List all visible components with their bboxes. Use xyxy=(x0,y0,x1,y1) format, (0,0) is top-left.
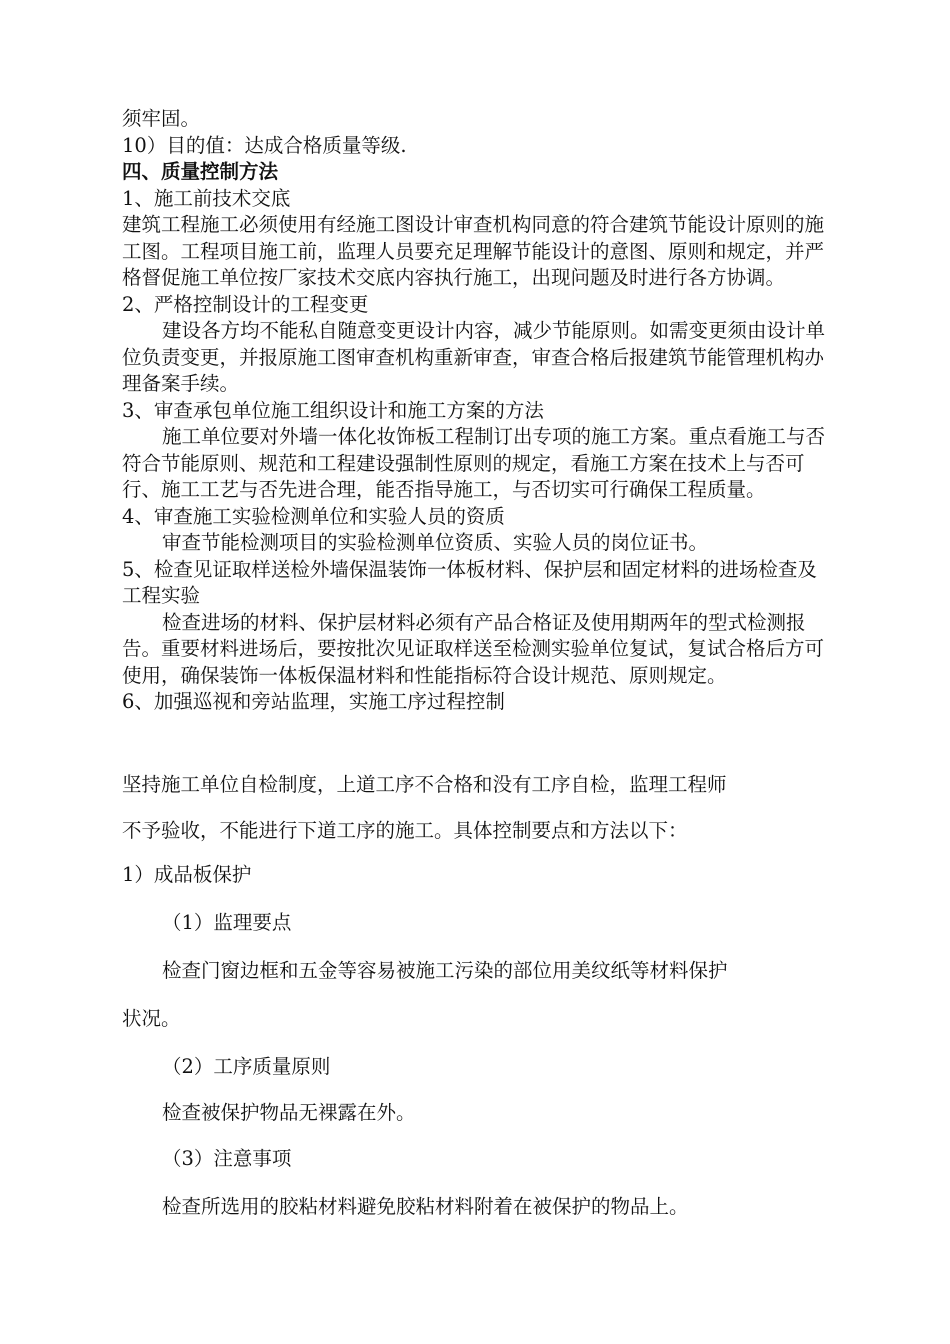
paragraph-protection-check-line-2 xyxy=(122,1006,834,1032)
paragraph-adhesive-check xyxy=(162,1194,834,1220)
text-line: 状况。 xyxy=(122,1007,181,1030)
paragraph-continuation: 须牢固。 xyxy=(122,107,201,130)
text-line: 检查被保护物品无裸露在外。 xyxy=(162,1101,416,1124)
paragraph-lab-qualification: 审查节能检测项目的实验检测单位资质、实验人员的岗位证书。 xyxy=(162,531,709,554)
section-heading-quality-control: 四、质量控制方法 xyxy=(122,160,279,183)
paragraph-protection-check-line-1 xyxy=(162,958,834,984)
text-line: 1）成品板保护 xyxy=(122,863,252,886)
text-line: （3）注意事项 xyxy=(162,1147,292,1170)
item-precautions xyxy=(162,1146,834,1172)
subheading-construction-plan: 3、审查承包单位施工组织设计和施工方案的方法 xyxy=(122,398,544,422)
paragraph-self-inspection-line-2 xyxy=(122,818,834,844)
text-line: （1）监理要点 xyxy=(162,911,292,934)
subheading-supervision: 6、加强巡视和旁站监理，实施工序过程控制 xyxy=(122,690,505,713)
list-item-target-value: 10）目的值：达成合格质量等级. xyxy=(122,133,407,157)
text-line: 检查门窗边框和五金等容易被施工污染的部位用美纹纸等材料保护 xyxy=(162,959,728,982)
text-line: 检查所选用的胶粘材料避免胶粘材料附着在被保护的物品上。 xyxy=(162,1195,689,1218)
document-body-dense xyxy=(122,106,834,716)
paragraph-construction-plan: 施工单位要对外墙一体化妆饰板工程制订出专项的施工方案。重点看施工与否符合节能原则、规范和工程建设强制性原则的规定，看施工方案在技术上与否可行、施工工艺与否先进合理，能否指导施工，与否切实可行确保工程质量。 xyxy=(122,425,826,501)
paragraph-material-sampling: 检查进场的材料、保护层材料必须有产品合格证及使用期两年的型式检测报告。重要材料进场后，要按批次见证取样送至检测实验单位复试，复试合格后方可使用，确保装饰一体板保温材料和性能指标符合设计规范、原则规定。 xyxy=(122,610,825,687)
text-line: 不予验收，不能进行下道工序的施工。具体控制要点和方法以下： xyxy=(122,819,688,842)
text-line: （2）工序质量原则 xyxy=(162,1055,331,1078)
item-process-quality-standard xyxy=(162,1054,834,1080)
subheading-design-change: 2、严格控制设计的工程变更 xyxy=(122,292,369,316)
item-supervision-points xyxy=(162,910,834,936)
paragraph-self-inspection-line-1 xyxy=(122,772,834,798)
paragraph-design-change: 建设各方均不能私自随意变更设计内容，减少节能原则。如需变更须由设计单位负责变更，并报原施工图审查机构重新审查，审查合格后报建筑节能管理机构办理备案手续。 xyxy=(122,319,826,395)
subheading-tech-briefing: 1、施工前技术交底 xyxy=(122,186,291,210)
subheading-material-sampling: 5、检查见证取样送检外墙保温装饰一体板材料、保护层和固定材料的进场检查及工程实验 xyxy=(122,557,817,607)
paragraph-no-exposure xyxy=(162,1100,834,1126)
text-line: 坚持施工单位自检制度，上道工序不合格和没有工序自检，监理工程师 xyxy=(122,773,727,796)
item-finished-board-protection xyxy=(122,862,834,888)
subheading-lab-qualification: 4、审查施工实验检测单位和实验人员的资质 xyxy=(122,504,505,528)
paragraph-tech-briefing: 建筑工程施工必须使用有经施工图设计审查机构同意的符合建筑节能设计原则的施工图。工程项目施工前，监理人员要充足理解节能设计的意图、原则和规定，并严格督促施工单位按厂家技术交底内容执行施工，出现问题及时进行各方协调。 xyxy=(122,213,825,289)
